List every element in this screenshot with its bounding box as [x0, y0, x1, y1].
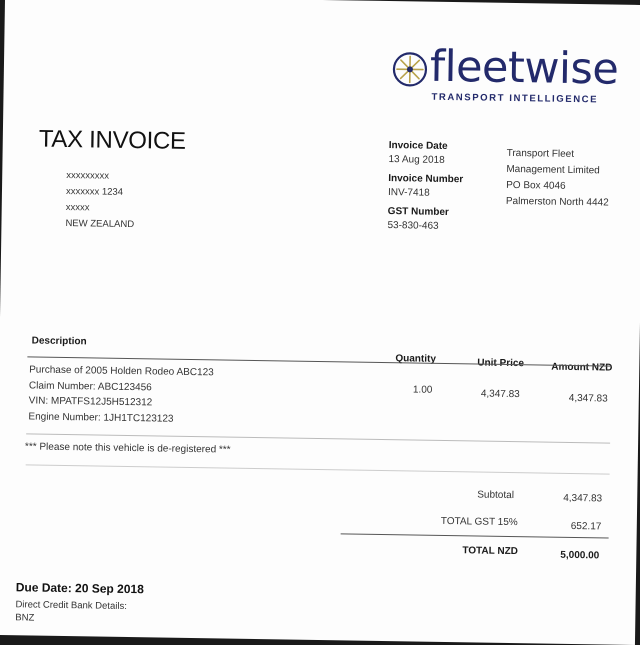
item-line: Purchase of 2005 Holden Rodeo ABC123 [29, 362, 214, 380]
due-date: Due Date: 20 Sep 2018 [16, 580, 144, 596]
item-line: VIN: MPATFS12J5H512312 [29, 393, 214, 411]
fleet-star-icon [392, 51, 429, 88]
invoice-number: INV-7418 [388, 186, 463, 201]
brand-logo [391, 47, 622, 111]
item-description [28, 362, 214, 427]
invoice-date-label: Invoice Date [389, 139, 464, 154]
total-value: 5,000.00 [560, 550, 599, 562]
subtotal-label: Subtotal [477, 489, 514, 501]
note-rule [26, 464, 610, 474]
bill-to-line: xxxxx [66, 200, 135, 217]
deregistered-note: *** Please note this vehicle is de-registered *** [25, 439, 231, 458]
bill-to-line: xxxxxxxxx [66, 168, 135, 185]
invoice-number-label: Invoice Number [388, 172, 463, 187]
from-line: Management Limited [506, 162, 609, 180]
col-header-quantity: Quantity [395, 353, 436, 365]
totals-rule [341, 533, 609, 538]
item-line: Engine Number: 1JH1TC123123 [28, 409, 213, 427]
from-line: Transport Fleet [507, 146, 610, 164]
col-header-unit-price: Unit Price [477, 357, 524, 369]
brand-tagline: TRANSPORT INTELLIGENCE [431, 92, 598, 106]
from-address [506, 146, 610, 212]
total-label: TOTAL NZD [462, 545, 518, 557]
item-line: Claim Number: ABC123456 [29, 378, 214, 396]
item-amount: 4,347.83 [569, 393, 608, 405]
col-header-amount: Amount NZD [551, 362, 612, 374]
item-unit-price: 4,347.83 [481, 389, 520, 401]
bank-label: Direct Credit Bank Details: [15, 598, 127, 613]
document-title: TAX INVOICE [39, 126, 186, 156]
item-quantity: 1.00 [413, 384, 433, 395]
gst-label: TOTAL GST 15% [441, 516, 518, 528]
col-header-description: Description [32, 335, 87, 347]
from-line: PO Box 4046 [506, 178, 609, 196]
bank-details [15, 598, 127, 626]
bank-name: BNZ [15, 611, 127, 626]
subtotal-value: 4,347.83 [563, 493, 602, 505]
brand-name: fleetwise [430, 42, 619, 95]
bill-to-line: NEW ZEALAND [65, 216, 134, 233]
bill-to-address [65, 168, 135, 233]
gst-number: 53-830-463 [387, 219, 462, 234]
bill-to-line: xxxxxxx 1234 [66, 184, 135, 201]
gst-value: 652.17 [571, 521, 602, 532]
invoice-date: 13 Aug 2018 [388, 153, 463, 168]
from-line: Palmerston North 4442 [506, 194, 609, 212]
invoice-meta [387, 139, 464, 239]
gst-number-label: GST Number [388, 205, 463, 220]
